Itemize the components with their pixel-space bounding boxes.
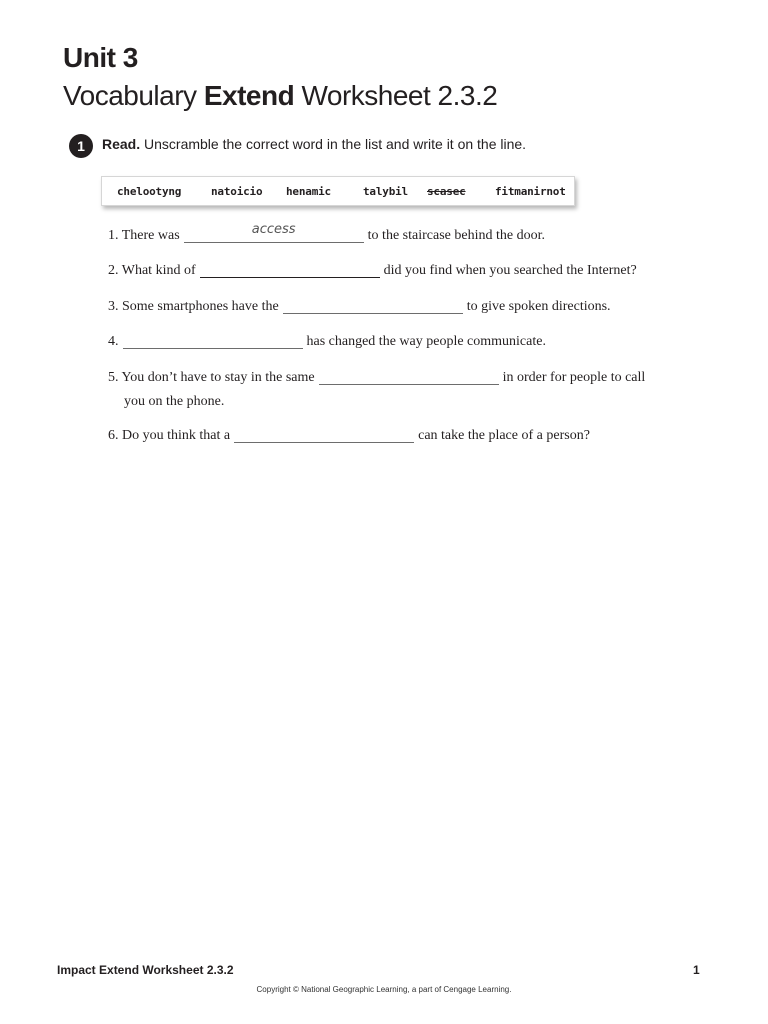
title-pre: Vocabulary xyxy=(63,80,204,111)
question-text-before: 6. Do you think that a xyxy=(108,428,231,443)
answer-blank[interactable] xyxy=(234,424,414,443)
word-bank-item: natoicio xyxy=(211,185,263,198)
title-post: Worksheet 2.3.2 xyxy=(294,80,498,111)
title-bold: Extend xyxy=(203,80,295,111)
word-bank-item: henamic xyxy=(286,185,331,198)
answer-blank[interactable] xyxy=(200,259,380,278)
activity-number-badge: 1 xyxy=(69,134,93,158)
word-bank-item-crossed-out: scasec xyxy=(427,185,466,198)
word-bank-item: fitmanirnot xyxy=(495,185,566,198)
question-1 xyxy=(108,224,545,248)
question-6 xyxy=(108,424,590,448)
question-text-after: can take the place of a person? xyxy=(418,428,590,443)
instruction-bold: Read. xyxy=(102,136,141,152)
page-number: 1 xyxy=(693,963,700,977)
question-text-before: 1. There was xyxy=(108,228,180,243)
question-text-before: 4. xyxy=(108,334,119,349)
unit-label: Unit 3 xyxy=(63,42,138,73)
answer-blank[interactable] xyxy=(123,330,303,349)
answer-blank[interactable] xyxy=(319,366,499,385)
question-text-after: did you find when you searched the Internet? xyxy=(383,263,637,278)
word-bank-item: talybil xyxy=(363,185,408,198)
question-5 xyxy=(108,366,645,390)
answer-blank[interactable] xyxy=(184,224,364,243)
question-text-before: 3. Some smartphones have the xyxy=(108,299,279,314)
question-2 xyxy=(108,259,637,283)
word-bank-item: chelootyng xyxy=(117,185,182,198)
copyright-notice: Copyright © National Geographic Learning, a part of Cengage Learning. xyxy=(256,985,512,994)
question-text-after: to give spoken directions. xyxy=(466,299,611,314)
question-text-after: has changed the way people communicate. xyxy=(306,334,546,349)
question-text-before: 5. You don’t have to stay in the same xyxy=(108,370,315,385)
question-3 xyxy=(108,295,611,319)
worksheet-title xyxy=(63,80,497,112)
question-4 xyxy=(108,330,546,354)
handwritten-answer: access xyxy=(251,222,296,237)
instruction-text: Unscramble the correct word in the list and write it on the line. xyxy=(140,136,527,152)
answer-blank[interactable] xyxy=(283,295,463,314)
question-text-before: 2. What kind of xyxy=(108,263,196,278)
question-text-after: in order for people to call xyxy=(502,370,646,385)
activity-instruction xyxy=(102,136,526,152)
question-5-continuation: you on the phone. xyxy=(124,394,225,409)
word-bank-box xyxy=(101,176,575,206)
footer-title: Impact Extend Worksheet 2.3.2 xyxy=(57,963,234,977)
question-text-after: to the staircase behind the door. xyxy=(367,228,545,243)
